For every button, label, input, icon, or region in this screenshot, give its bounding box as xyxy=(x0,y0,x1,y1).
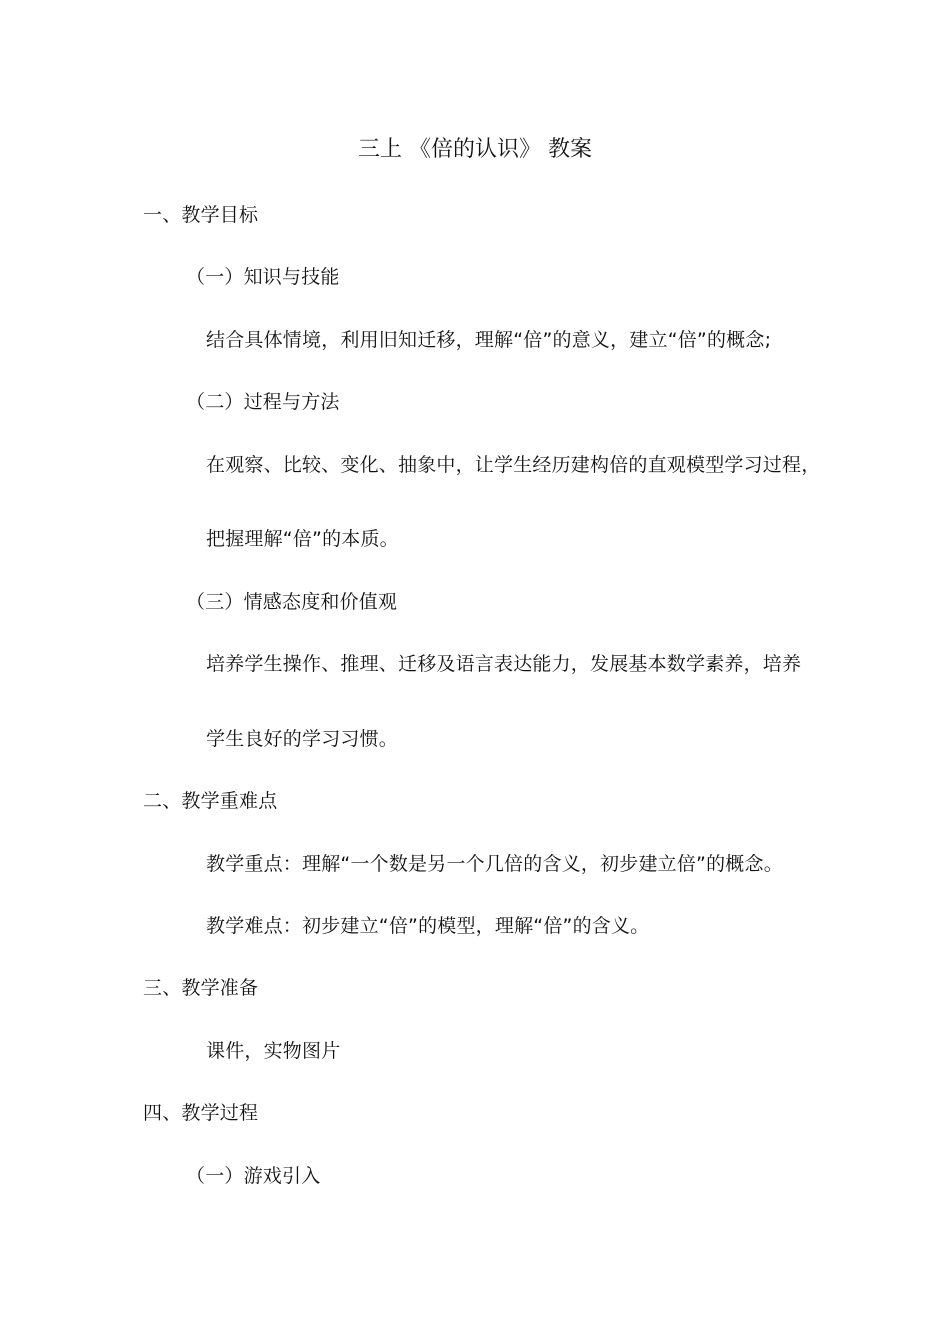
subsection-heading-knowledge: （一）知识与技能 xyxy=(186,266,340,288)
document-title: 三上 《倍的认识》 教案 xyxy=(358,137,592,162)
section-heading-objectives: 一、教学目标 xyxy=(143,204,259,226)
subsection-heading-game-intro: （一）游戏引入 xyxy=(186,1165,321,1187)
paragraph-process-line-2: 把握理解“倍”的本质。 xyxy=(206,528,399,550)
paragraph-attitude-line-1: 培养学生操作、推理、迁移及语言表达能力，发展基本数学素养，培养 xyxy=(206,653,802,675)
section-heading-key-points: 二、教学重难点 xyxy=(143,790,278,812)
paragraph-knowledge: 结合具体情境，利用旧知迁移，理解“倍”的意义，建立“倍”的概念; xyxy=(206,329,772,351)
paragraph-key-point: 教学重点：理解“一个数是另一个几倍的含义，初步建立倍”的概念。 xyxy=(206,853,783,875)
paragraph-attitude-line-2: 学生良好的学习习惯。 xyxy=(206,728,399,750)
section-heading-preparation: 三、教学准备 xyxy=(143,977,259,999)
paragraph-difficult-point: 教学难点：初步建立“倍”的模型，理解“倍”的含义。 xyxy=(206,915,650,937)
subsection-heading-attitude: （三）情感态度和价值观 xyxy=(186,591,398,613)
paragraph-preparation: 课件，实物图片 xyxy=(206,1040,341,1062)
paragraph-process-line-1: 在观察、比较、变化、抽象中，让学生经历建构倍的直观模型学习过程， xyxy=(206,454,821,476)
section-heading-process: 四、教学过程 xyxy=(143,1102,259,1124)
subsection-heading-process: （二）过程与方法 xyxy=(186,391,340,413)
